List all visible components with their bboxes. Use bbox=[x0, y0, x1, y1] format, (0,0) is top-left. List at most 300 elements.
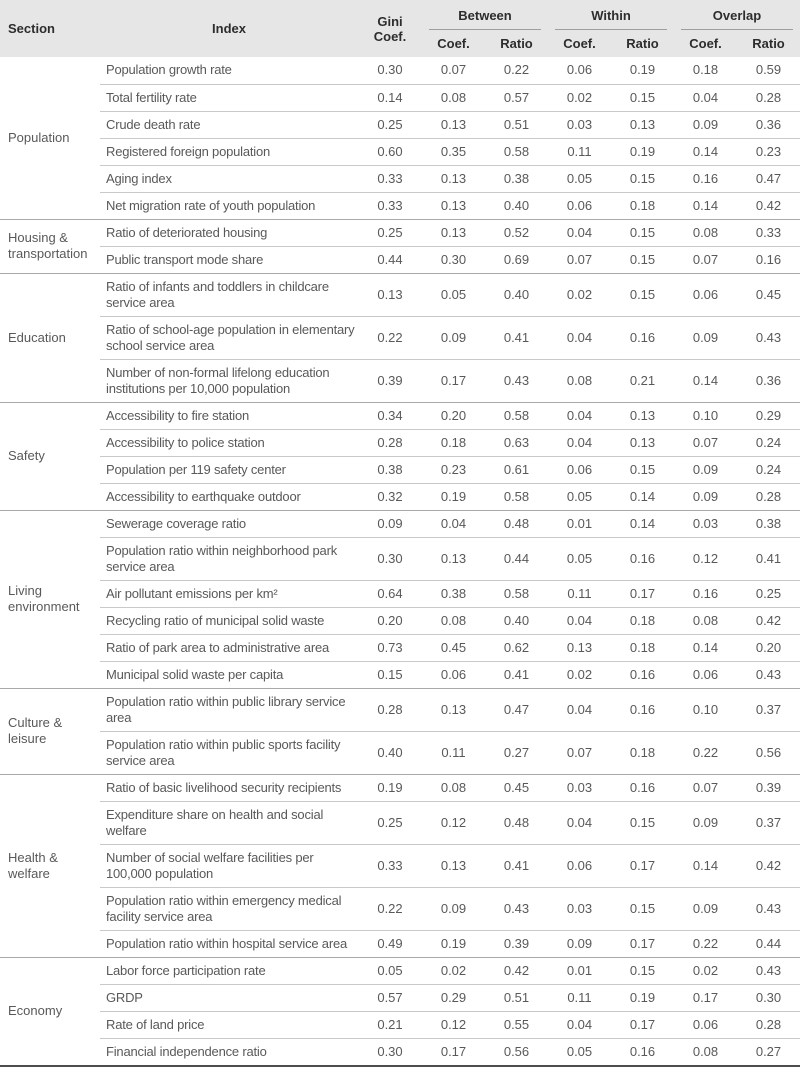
group-header-overlap: Overlap bbox=[674, 0, 800, 30]
section-label: Education bbox=[0, 273, 100, 402]
value-cell: 0.13 bbox=[422, 219, 485, 246]
value-cell: 0.19 bbox=[611, 57, 674, 84]
value-cell: 0.17 bbox=[674, 984, 737, 1011]
value-cell: 0.13 bbox=[422, 844, 485, 887]
value-cell: 0.44 bbox=[358, 246, 422, 273]
value-cell: 0.15 bbox=[611, 456, 674, 483]
value-cell: 0.43 bbox=[737, 316, 800, 359]
value-cell: 0.43 bbox=[485, 887, 548, 930]
index-label: Accessibility to fire station bbox=[100, 402, 358, 429]
value-cell: 0.11 bbox=[548, 138, 611, 165]
value-cell: 0.39 bbox=[737, 774, 800, 801]
table-row bbox=[0, 456, 800, 483]
value-cell: 0.06 bbox=[674, 661, 737, 688]
value-cell: 0.17 bbox=[611, 930, 674, 957]
value-cell: 0.57 bbox=[485, 84, 548, 111]
value-cell: 0.35 bbox=[422, 138, 485, 165]
value-cell: 0.13 bbox=[358, 273, 422, 316]
index-label: Number of social welfare facilities per 100,000 population bbox=[100, 844, 358, 887]
value-cell: 0.15 bbox=[611, 957, 674, 984]
value-cell: 0.05 bbox=[548, 1038, 611, 1066]
value-cell: 0.04 bbox=[548, 607, 611, 634]
index-label: Ratio of infants and toddlers in childcare service area bbox=[100, 273, 358, 316]
value-cell: 0.03 bbox=[548, 111, 611, 138]
value-cell: 0.23 bbox=[422, 456, 485, 483]
index-label: Financial independence ratio bbox=[100, 1038, 358, 1066]
value-cell: 0.69 bbox=[485, 246, 548, 273]
value-cell: 0.11 bbox=[548, 580, 611, 607]
index-label: Recycling ratio of municipal solid waste bbox=[100, 607, 358, 634]
value-cell: 0.07 bbox=[422, 57, 485, 84]
value-cell: 0.16 bbox=[611, 1038, 674, 1066]
value-cell: 0.37 bbox=[737, 801, 800, 844]
value-cell: 0.02 bbox=[422, 957, 485, 984]
value-cell: 0.12 bbox=[674, 537, 737, 580]
value-cell: 0.42 bbox=[737, 192, 800, 219]
value-cell: 0.01 bbox=[548, 510, 611, 537]
subheader-between-ratio: Ratio bbox=[485, 30, 548, 57]
value-cell: 0.05 bbox=[548, 165, 611, 192]
index-label: Population ratio within hospital service area bbox=[100, 930, 358, 957]
value-cell: 0.22 bbox=[674, 731, 737, 774]
value-cell: 0.05 bbox=[358, 957, 422, 984]
value-cell: 0.13 bbox=[548, 634, 611, 661]
value-cell: 0.18 bbox=[422, 429, 485, 456]
value-cell: 0.11 bbox=[548, 984, 611, 1011]
value-cell: 0.45 bbox=[422, 634, 485, 661]
value-cell: 0.06 bbox=[548, 844, 611, 887]
value-cell: 0.14 bbox=[674, 844, 737, 887]
value-cell: 0.09 bbox=[674, 111, 737, 138]
index-label: Number of non-formal lifelong education institutions per 10,000 population bbox=[100, 359, 358, 402]
value-cell: 0.07 bbox=[674, 429, 737, 456]
value-cell: 0.51 bbox=[485, 111, 548, 138]
value-cell: 0.16 bbox=[674, 580, 737, 607]
value-cell: 0.04 bbox=[674, 84, 737, 111]
col-header-gini-coef: Gini Coef. bbox=[358, 0, 422, 57]
value-cell: 0.06 bbox=[674, 1011, 737, 1038]
value-cell: 0.29 bbox=[422, 984, 485, 1011]
value-cell: 0.08 bbox=[674, 219, 737, 246]
group-header-within: Within bbox=[548, 0, 674, 30]
index-label: Accessibility to police station bbox=[100, 429, 358, 456]
index-label: Ratio of school-age population in elementary school service area bbox=[100, 316, 358, 359]
subheader-overlap-ratio: Ratio bbox=[737, 30, 800, 57]
value-cell: 0.59 bbox=[737, 57, 800, 84]
value-cell: 0.22 bbox=[358, 316, 422, 359]
value-cell: 0.38 bbox=[737, 510, 800, 537]
value-cell: 0.29 bbox=[737, 402, 800, 429]
subheader-overlap-coef: Coef. bbox=[674, 30, 737, 57]
index-label: GRDP bbox=[100, 984, 358, 1011]
value-cell: 0.30 bbox=[358, 537, 422, 580]
value-cell: 0.06 bbox=[422, 661, 485, 688]
value-cell: 0.09 bbox=[674, 483, 737, 510]
table-row bbox=[0, 661, 800, 688]
value-cell: 0.04 bbox=[422, 510, 485, 537]
value-cell: 0.08 bbox=[422, 774, 485, 801]
value-cell: 0.61 bbox=[485, 456, 548, 483]
section-label: Culture & leisure bbox=[0, 688, 100, 774]
value-cell: 0.09 bbox=[548, 930, 611, 957]
value-cell: 0.28 bbox=[358, 429, 422, 456]
table-row bbox=[0, 844, 800, 887]
value-cell: 0.02 bbox=[674, 957, 737, 984]
value-cell: 0.24 bbox=[737, 429, 800, 456]
index-label: Labor force participation rate bbox=[100, 957, 358, 984]
value-cell: 0.07 bbox=[548, 731, 611, 774]
value-cell: 0.28 bbox=[737, 84, 800, 111]
value-cell: 0.32 bbox=[358, 483, 422, 510]
value-cell: 0.42 bbox=[737, 844, 800, 887]
value-cell: 0.58 bbox=[485, 402, 548, 429]
value-cell: 0.08 bbox=[548, 359, 611, 402]
index-label: Air pollutant emissions per km² bbox=[100, 580, 358, 607]
value-cell: 0.09 bbox=[422, 887, 485, 930]
value-cell: 0.34 bbox=[358, 402, 422, 429]
subheader-within-ratio: Ratio bbox=[611, 30, 674, 57]
subheader-between-coef: Coef. bbox=[422, 30, 485, 57]
section-label: Safety bbox=[0, 402, 100, 510]
header-row-groups bbox=[0, 0, 800, 30]
value-cell: 0.21 bbox=[611, 359, 674, 402]
value-cell: 0.03 bbox=[548, 887, 611, 930]
value-cell: 0.64 bbox=[358, 580, 422, 607]
value-cell: 0.22 bbox=[358, 887, 422, 930]
value-cell: 0.27 bbox=[737, 1038, 800, 1066]
value-cell: 0.41 bbox=[485, 844, 548, 887]
index-label: Population ratio within emergency medical facility service area bbox=[100, 887, 358, 930]
table-row bbox=[0, 1038, 800, 1066]
value-cell: 0.40 bbox=[485, 607, 548, 634]
section-label: Housing & transportation bbox=[0, 219, 100, 273]
col-header-index: Index bbox=[100, 0, 358, 57]
value-cell: 0.48 bbox=[485, 801, 548, 844]
value-cell: 0.57 bbox=[358, 984, 422, 1011]
value-cell: 0.14 bbox=[358, 84, 422, 111]
value-cell: 0.63 bbox=[485, 429, 548, 456]
value-cell: 0.07 bbox=[548, 246, 611, 273]
value-cell: 0.18 bbox=[674, 57, 737, 84]
table-row bbox=[0, 402, 800, 429]
value-cell: 0.09 bbox=[674, 887, 737, 930]
value-cell: 0.04 bbox=[548, 219, 611, 246]
group-header-between: Between bbox=[422, 0, 548, 30]
value-cell: 0.16 bbox=[737, 246, 800, 273]
index-label: Crude death rate bbox=[100, 111, 358, 138]
table-row bbox=[0, 84, 800, 111]
value-cell: 0.16 bbox=[611, 774, 674, 801]
value-cell: 0.14 bbox=[674, 359, 737, 402]
value-cell: 0.16 bbox=[611, 316, 674, 359]
index-label: Municipal solid waste per capita bbox=[100, 661, 358, 688]
index-label: Population ratio within public sports facility service area bbox=[100, 731, 358, 774]
value-cell: 0.15 bbox=[611, 887, 674, 930]
table-row bbox=[0, 774, 800, 801]
value-cell: 0.15 bbox=[611, 219, 674, 246]
value-cell: 0.06 bbox=[548, 192, 611, 219]
value-cell: 0.44 bbox=[737, 930, 800, 957]
value-cell: 0.40 bbox=[485, 192, 548, 219]
value-cell: 0.08 bbox=[674, 607, 737, 634]
value-cell: 0.14 bbox=[611, 510, 674, 537]
value-cell: 0.12 bbox=[422, 1011, 485, 1038]
value-cell: 0.01 bbox=[548, 957, 611, 984]
value-cell: 0.40 bbox=[485, 273, 548, 316]
table-row bbox=[0, 429, 800, 456]
value-cell: 0.17 bbox=[611, 1011, 674, 1038]
value-cell: 0.14 bbox=[611, 483, 674, 510]
value-cell: 0.62 bbox=[485, 634, 548, 661]
value-cell: 0.15 bbox=[611, 801, 674, 844]
index-label: Ratio of deteriorated housing bbox=[100, 219, 358, 246]
table-row bbox=[0, 580, 800, 607]
value-cell: 0.43 bbox=[737, 661, 800, 688]
value-cell: 0.58 bbox=[485, 483, 548, 510]
value-cell: 0.13 bbox=[611, 429, 674, 456]
value-cell: 0.44 bbox=[485, 537, 548, 580]
value-cell: 0.15 bbox=[611, 246, 674, 273]
value-cell: 0.02 bbox=[548, 661, 611, 688]
value-cell: 0.47 bbox=[485, 688, 548, 731]
table-row bbox=[0, 887, 800, 930]
value-cell: 0.15 bbox=[358, 661, 422, 688]
value-cell: 0.09 bbox=[422, 316, 485, 359]
index-label: Accessibility to earthquake outdoor bbox=[100, 483, 358, 510]
col-header-section: Section bbox=[0, 0, 100, 57]
value-cell: 0.09 bbox=[674, 316, 737, 359]
value-cell: 0.33 bbox=[737, 219, 800, 246]
value-cell: 0.09 bbox=[358, 510, 422, 537]
value-cell: 0.04 bbox=[548, 316, 611, 359]
index-label: Ratio of park area to administrative area bbox=[100, 634, 358, 661]
value-cell: 0.15 bbox=[611, 273, 674, 316]
index-label: Population ratio within public library service area bbox=[100, 688, 358, 731]
value-cell: 0.41 bbox=[737, 537, 800, 580]
value-cell: 0.25 bbox=[737, 580, 800, 607]
value-cell: 0.14 bbox=[674, 634, 737, 661]
index-label: Expenditure share on health and social welfare bbox=[100, 801, 358, 844]
value-cell: 0.38 bbox=[358, 456, 422, 483]
value-cell: 0.52 bbox=[485, 219, 548, 246]
value-cell: 0.04 bbox=[548, 688, 611, 731]
value-cell: 0.17 bbox=[422, 1038, 485, 1066]
value-cell: 0.22 bbox=[674, 930, 737, 957]
value-cell: 0.18 bbox=[611, 607, 674, 634]
value-cell: 0.16 bbox=[611, 688, 674, 731]
value-cell: 0.13 bbox=[422, 165, 485, 192]
value-cell: 0.06 bbox=[674, 273, 737, 316]
index-label: Sewerage coverage ratio bbox=[100, 510, 358, 537]
table-row bbox=[0, 316, 800, 359]
value-cell: 0.04 bbox=[548, 402, 611, 429]
value-cell: 0.38 bbox=[422, 580, 485, 607]
value-cell: 0.17 bbox=[611, 844, 674, 887]
section-label: Population bbox=[0, 57, 100, 219]
value-cell: 0.43 bbox=[485, 359, 548, 402]
index-label: Registered foreign population bbox=[100, 138, 358, 165]
value-cell: 0.19 bbox=[422, 930, 485, 957]
table-row bbox=[0, 930, 800, 957]
subheader-within-coef: Coef. bbox=[548, 30, 611, 57]
table-row bbox=[0, 688, 800, 731]
value-cell: 0.58 bbox=[485, 580, 548, 607]
value-cell: 0.33 bbox=[358, 192, 422, 219]
value-cell: 0.17 bbox=[422, 359, 485, 402]
value-cell: 0.37 bbox=[737, 688, 800, 731]
table-row bbox=[0, 1011, 800, 1038]
table-row bbox=[0, 634, 800, 661]
value-cell: 0.48 bbox=[485, 510, 548, 537]
value-cell: 0.25 bbox=[358, 219, 422, 246]
value-cell: 0.14 bbox=[674, 138, 737, 165]
value-cell: 0.06 bbox=[548, 57, 611, 84]
value-cell: 0.42 bbox=[485, 957, 548, 984]
index-label: Total fertility rate bbox=[100, 84, 358, 111]
index-label: Population per 119 safety center bbox=[100, 456, 358, 483]
index-label: Public transport mode share bbox=[100, 246, 358, 273]
value-cell: 0.03 bbox=[674, 510, 737, 537]
value-cell: 0.07 bbox=[674, 774, 737, 801]
value-cell: 0.05 bbox=[548, 537, 611, 580]
table-row bbox=[0, 731, 800, 774]
value-cell: 0.04 bbox=[548, 429, 611, 456]
index-label: Ratio of basic livelihood security recipients bbox=[100, 774, 358, 801]
value-cell: 0.19 bbox=[358, 774, 422, 801]
value-cell: 0.02 bbox=[548, 84, 611, 111]
value-cell: 0.10 bbox=[674, 402, 737, 429]
value-cell: 0.08 bbox=[674, 1038, 737, 1066]
value-cell: 0.36 bbox=[737, 359, 800, 402]
value-cell: 0.08 bbox=[422, 607, 485, 634]
table-row bbox=[0, 801, 800, 844]
table-row bbox=[0, 219, 800, 246]
value-cell: 0.10 bbox=[674, 688, 737, 731]
value-cell: 0.20 bbox=[422, 402, 485, 429]
value-cell: 0.19 bbox=[611, 984, 674, 1011]
table-row bbox=[0, 957, 800, 984]
value-cell: 0.18 bbox=[611, 192, 674, 219]
value-cell: 0.33 bbox=[358, 844, 422, 887]
value-cell: 0.13 bbox=[611, 402, 674, 429]
value-cell: 0.30 bbox=[358, 57, 422, 84]
value-cell: 0.30 bbox=[737, 984, 800, 1011]
value-cell: 0.13 bbox=[611, 111, 674, 138]
value-cell: 0.03 bbox=[548, 774, 611, 801]
table-row bbox=[0, 111, 800, 138]
value-cell: 0.05 bbox=[422, 273, 485, 316]
table-row bbox=[0, 138, 800, 165]
table-row bbox=[0, 57, 800, 84]
value-cell: 0.18 bbox=[611, 731, 674, 774]
value-cell: 0.56 bbox=[485, 1038, 548, 1066]
value-cell: 0.16 bbox=[611, 661, 674, 688]
value-cell: 0.27 bbox=[485, 731, 548, 774]
value-cell: 0.05 bbox=[548, 483, 611, 510]
value-cell: 0.13 bbox=[422, 111, 485, 138]
value-cell: 0.39 bbox=[358, 359, 422, 402]
value-cell: 0.28 bbox=[737, 1011, 800, 1038]
value-cell: 0.19 bbox=[422, 483, 485, 510]
value-cell: 0.13 bbox=[422, 192, 485, 219]
value-cell: 0.15 bbox=[611, 165, 674, 192]
table-row bbox=[0, 246, 800, 273]
value-cell: 0.40 bbox=[358, 731, 422, 774]
value-cell: 0.58 bbox=[485, 138, 548, 165]
value-cell: 0.11 bbox=[422, 731, 485, 774]
value-cell: 0.43 bbox=[737, 887, 800, 930]
value-cell: 0.25 bbox=[358, 111, 422, 138]
value-cell: 0.51 bbox=[485, 984, 548, 1011]
value-cell: 0.41 bbox=[485, 316, 548, 359]
table-row bbox=[0, 192, 800, 219]
table-row bbox=[0, 165, 800, 192]
value-cell: 0.17 bbox=[611, 580, 674, 607]
value-cell: 0.16 bbox=[611, 537, 674, 580]
value-cell: 0.19 bbox=[611, 138, 674, 165]
value-cell: 0.73 bbox=[358, 634, 422, 661]
value-cell: 0.18 bbox=[611, 634, 674, 661]
value-cell: 0.38 bbox=[485, 165, 548, 192]
value-cell: 0.33 bbox=[358, 165, 422, 192]
value-cell: 0.30 bbox=[422, 246, 485, 273]
value-cell: 0.16 bbox=[674, 165, 737, 192]
value-cell: 0.45 bbox=[737, 273, 800, 316]
value-cell: 0.23 bbox=[737, 138, 800, 165]
value-cell: 0.06 bbox=[548, 456, 611, 483]
value-cell: 0.24 bbox=[737, 456, 800, 483]
value-cell: 0.28 bbox=[358, 688, 422, 731]
index-label: Net migration rate of youth population bbox=[100, 192, 358, 219]
value-cell: 0.13 bbox=[422, 537, 485, 580]
value-cell: 0.08 bbox=[422, 84, 485, 111]
section-label: Economy bbox=[0, 957, 100, 1066]
value-cell: 0.39 bbox=[485, 930, 548, 957]
table-row bbox=[0, 359, 800, 402]
value-cell: 0.09 bbox=[674, 456, 737, 483]
value-cell: 0.21 bbox=[358, 1011, 422, 1038]
section-label: Health & welfare bbox=[0, 774, 100, 957]
value-cell: 0.43 bbox=[737, 957, 800, 984]
value-cell: 0.07 bbox=[674, 246, 737, 273]
table-row bbox=[0, 537, 800, 580]
section-label: Living environment bbox=[0, 510, 100, 688]
value-cell: 0.41 bbox=[485, 661, 548, 688]
table-row bbox=[0, 607, 800, 634]
value-cell: 0.20 bbox=[737, 634, 800, 661]
value-cell: 0.12 bbox=[422, 801, 485, 844]
index-label: Population growth rate bbox=[100, 57, 358, 84]
table-row bbox=[0, 483, 800, 510]
value-cell: 0.60 bbox=[358, 138, 422, 165]
value-cell: 0.20 bbox=[358, 607, 422, 634]
value-cell: 0.28 bbox=[737, 483, 800, 510]
index-label: Rate of land price bbox=[100, 1011, 358, 1038]
value-cell: 0.22 bbox=[485, 57, 548, 84]
value-cell: 0.36 bbox=[737, 111, 800, 138]
value-cell: 0.55 bbox=[485, 1011, 548, 1038]
index-label: Aging index bbox=[100, 165, 358, 192]
value-cell: 0.15 bbox=[611, 84, 674, 111]
value-cell: 0.09 bbox=[674, 801, 737, 844]
value-cell: 0.02 bbox=[548, 273, 611, 316]
table-body bbox=[0, 57, 800, 1066]
value-cell: 0.56 bbox=[737, 731, 800, 774]
value-cell: 0.49 bbox=[358, 930, 422, 957]
value-cell: 0.25 bbox=[358, 801, 422, 844]
value-cell: 0.42 bbox=[737, 607, 800, 634]
value-cell: 0.13 bbox=[422, 688, 485, 731]
